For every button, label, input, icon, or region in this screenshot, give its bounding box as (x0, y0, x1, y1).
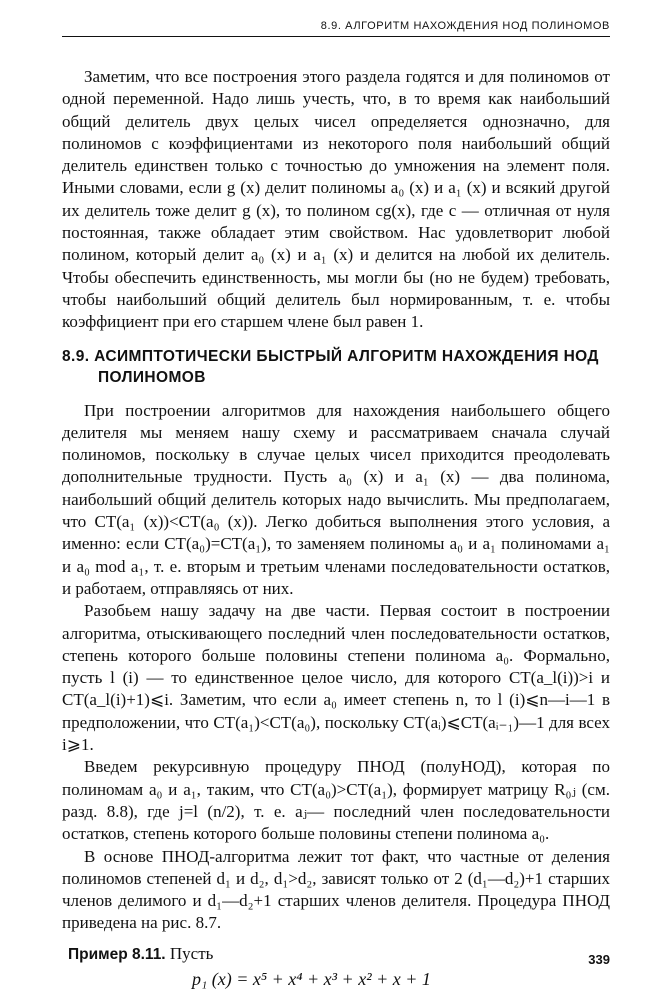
example-label: Пример 8.11. (68, 945, 166, 963)
example-text: Пусть (169, 943, 214, 963)
page-number: 339 (588, 952, 610, 967)
paragraph-3: Введем рекурсивную процедуру ПНОД (полуНОД), которая по полиномам a₀ и a₁, таким, что СТ(a₀)>СТ(a₁), формирует матрицу R₀ⱼ (см. разд. 8.8), где j=l (n/2), т. е. aⱼ— последний член последовательности остатков, степень которого больше половины степени полинома a₀. (62, 757, 610, 844)
paragraph-2: Разобьем нашу задачу на две части. Первая состоит в построении алгоритма, отыскивающего последний член последовательности остатков, степень которого больше половины степени полинома a₀. Формально, пусть l (i) — то единственное целое число, для которого СТ(a_l(i))>i и СТ(a_l(i)+1)⩽i. Заметим, что если a₀ имеет степень n, то l (i)⩽n—i—1 в предположении, что СТ(a₁)<СТ(a₀), поскольку СТ(aᵢ)⩽СТ(aᵢ₋₁)—1 для всех i⩾1. (62, 601, 610, 755)
page-body (62, 66, 610, 990)
section-heading: 8.9. АСИМПТОТИЧЕСКИ БЫСТРЫЙ АЛГОРИТМ НАХОЖДЕНИЯ НОД ПОЛИНОМОВ (62, 347, 599, 386)
running-head: 8.9. АЛГОРИТМ НАХОЖДЕНИЯ НОД ПОЛИНОМОВ (62, 20, 610, 37)
paragraph-intro: Заметим, что все построения этого раздела годятся и для полиномов от одной переменной. Надо лишь учесть, что, в то время как наибольший общий делитель двух целых чисел определяется однозначно, для полиномов с коэффициентами из некоторого поля наибольший общий делитель единствен только с точностью до умножения на элемент поля. Иными словами, если g (x) делит полиномы a₀ (x) и a₁ (x) и всякий другой их делитель тоже делит g (x), то полином cg(x), где c — отличная от нуля постоянная, также обладает этим свойством. Нас удовлетворит любой полином, который делит a₀ (x) и a₁ (x) и делится на любой их делитель. Чтобы обеспечить единственность, мы могли бы (но не будем) требовать, чтобы наибольший общий делитель был нормированным, т. е. чтобы коэффициент при его старшем члене был равен 1. (62, 67, 610, 332)
example-block (62, 943, 610, 966)
paragraph-1: При построении алгоритмов для нахождения наибольшего общего делителя мы меняем нашу схему и рассматриваем сначала случай полиномов, поскольку в случае целых чисел приходится преодолевать дополнительные трудности. Пусть a₀ (x) и a₁ (x) — два полинома, наибольший общий делитель которых надо вычислить. Мы предполагаем, что СТ(a₁ (x))<СТ(a₀ (x)). Легко добиться выполнения этого условия, а именно: если СТ(a₀)=СТ(a₁), то заменяем полиномы a₀ и a₁ полиномами a₁ и a₀ mod a₁, т. е. вторым и третьим членами последовательности остатков, и работаем, отправляясь от них. (62, 400, 610, 598)
formula: p₁ (x) = x⁵ + x⁴ + x³ + x² + x + 1 (192, 968, 431, 989)
paragraph-4: В основе ПНОД-алгоритма лежит тот факт, что частные от деления полиномов степеней d₁ и d₂, d₁>d₂, зависят только от 2 (d₁—d₂)+1 старших членов делимого и d₁—d₂+1 старших членов делителя. Процедура ПНОД приведена на рис. 8.7. (62, 846, 610, 933)
